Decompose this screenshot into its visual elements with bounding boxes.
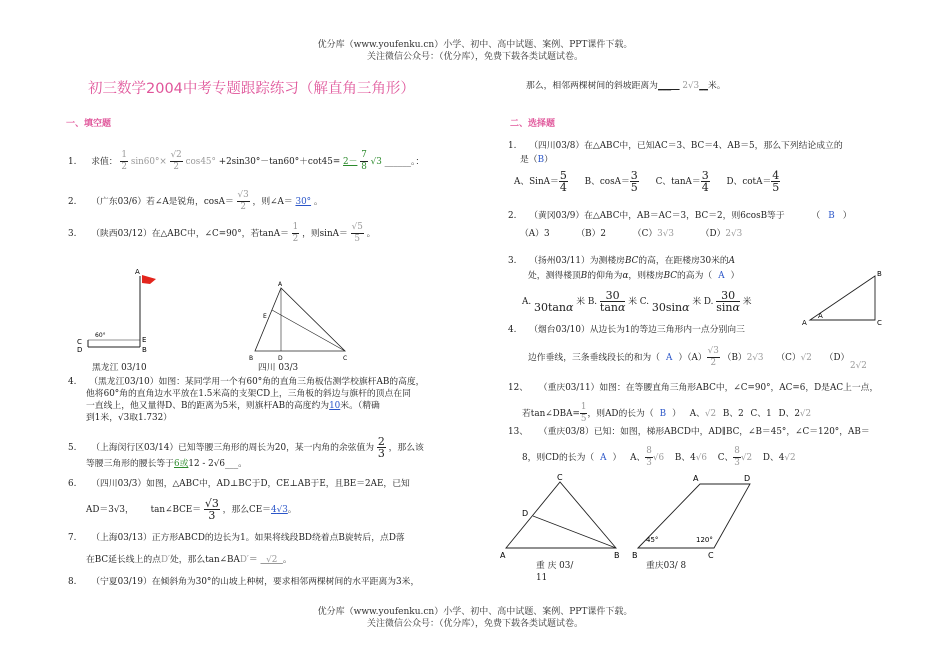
option-c-value: $\frac{8}{3}$ — [734, 446, 740, 468]
root6-symbol: √6 — [213, 459, 225, 469]
label-c: C — [77, 338, 82, 346]
mc2-text: （黄冈03/9）在△ABC中，AB＝AC＝3，BC＝2，则6cosB等于 — [529, 211, 785, 221]
figure-caption-6: 重庆03/ 8 — [646, 561, 687, 571]
q6-line1: （四川03/3）如图，△ABC中，AD⊥BC于D，CE⊥AB于E，且BE＝2AE，已知 — [91, 479, 410, 489]
q6-comma: ， — [125, 505, 134, 515]
mc12-answer: B — [659, 409, 667, 419]
q4-line4-text: 到1米， — [86, 413, 118, 423]
option-d-value: √2 — [784, 453, 796, 463]
mc4-line1: （烟台03/10）从边长为1的等边三角形内一点分别向三 — [529, 325, 745, 335]
q7-end: 。 — [282, 555, 292, 565]
label-a: A — [802, 319, 807, 327]
figure-trapezoid — [630, 470, 758, 562]
option-a: （A）3 — [520, 229, 550, 239]
q8-answer: 2√3 — [682, 81, 700, 91]
question-number: 8. — [68, 577, 77, 587]
mc-question-4 — [508, 324, 745, 336]
q8-blank: ___ — [657, 81, 680, 91]
question-7 — [68, 532, 405, 544]
question-number: 7. — [68, 533, 77, 543]
option-d: （D） — [824, 353, 850, 363]
label-d: D — [77, 346, 83, 354]
question-number: 4. — [68, 377, 77, 387]
figure-caption-5b: 11 — [536, 573, 548, 583]
q4-line4-end: 取1.732） — [129, 413, 172, 423]
point-d-prime: D′ — [160, 555, 170, 565]
root3-symbol: √3 — [113, 505, 126, 515]
option-c: C、1 — [750, 409, 772, 419]
mc2-answer: B — [828, 211, 835, 221]
option-b-value: √6 — [695, 453, 707, 463]
q2-text: （广东03/6）若∠A是锐角，cosA＝ — [91, 197, 234, 207]
mc1-options — [514, 170, 780, 193]
mc4-text: 边作垂线，三条垂线段长的和为（ — [528, 353, 660, 363]
q1-answer-part: 2－ — [343, 157, 358, 167]
fraction-3-4: $\frac{3}{4}$ — [701, 169, 709, 194]
option-b: （B） — [722, 353, 747, 363]
q1-sin60: sin60°× — [130, 157, 167, 167]
option-c: （C） — [776, 353, 801, 363]
fraction-1-5: $\frac{1}{5}$ — [580, 402, 587, 424]
fraction-root2-half: $\frac{√2}{2}$ — [170, 150, 182, 172]
q4-answer: 10 — [329, 401, 341, 411]
label-b: B — [142, 346, 147, 354]
label-d: D — [744, 474, 751, 483]
q7-line2 — [86, 554, 292, 566]
label-d: D — [278, 355, 283, 362]
mc3-text-c: 处，测得楼顶 — [528, 271, 581, 281]
label-b: B — [632, 551, 638, 560]
option-c: C、 — [717, 453, 734, 463]
q8-line1: （宁夏03/19）在倾斜角为30°的山坡上种树，要求相邻两棵树间的水平距离为3米， — [91, 577, 420, 587]
mc3-options — [522, 290, 752, 313]
mc4-option-d-value: 2√2 — [850, 361, 867, 371]
question-3 — [68, 222, 375, 245]
option-c-value: √2 — [800, 353, 812, 363]
q5-answer: 6或 — [173, 459, 189, 469]
q5-line2 — [86, 458, 247, 470]
question-number: 4. — [508, 325, 517, 335]
label-alpha: A — [818, 312, 823, 320]
option-d: D、4 — [762, 453, 785, 463]
option-unit: 米 — [742, 297, 752, 307]
label-e: E — [263, 313, 267, 320]
mc12-end: ） — [672, 409, 681, 419]
question-number: 2. — [68, 197, 77, 207]
q8-blank-2: __ — [699, 81, 708, 91]
q3-mid: ，则sinA＝ — [302, 229, 348, 239]
label-a: A — [135, 268, 140, 276]
mc3-line2 — [528, 270, 739, 282]
q1-blank: ______。： — [384, 157, 425, 167]
point-d-prime: D′ — [239, 555, 249, 565]
option-a: A. — [522, 297, 532, 307]
option-d-value: √2 — [799, 409, 812, 419]
q1-expression: +2sin30°－tan60°＋cot45= — [218, 157, 341, 167]
mc12-text-a: 若tan∠DBA= — [522, 409, 580, 419]
q4-line4 — [86, 412, 172, 424]
question-2 — [68, 190, 323, 213]
label-c: C — [557, 473, 563, 482]
option-c: （C） — [632, 229, 658, 239]
fraction-4-5: $\frac{4}{5}$ — [772, 169, 780, 194]
option-c: 米 C. — [628, 297, 650, 307]
q3-end: 。 — [366, 229, 376, 239]
option-b-value: 2√3 — [746, 353, 764, 363]
q6-line2 — [86, 498, 297, 521]
figure-isosceles-right-triangle — [496, 470, 628, 562]
mc12-line1: （重庆03/11）如图：在等腰直角三角形ABC中，∠C=90°，AC=6，D是AC上一点， — [538, 383, 879, 393]
q2-end: 。 — [313, 197, 323, 207]
q6-ce: ，那么CE＝ — [222, 505, 271, 515]
fraction-root5-over-5: $\frac{√5}{5}$ — [351, 222, 363, 244]
label-a: A — [500, 551, 506, 560]
fraction-3-5: $\frac{3}{5}$ — [630, 169, 638, 194]
mc-question-13 — [508, 426, 870, 438]
mc13-text: 8，则CD的长为（ — [522, 453, 595, 463]
q6-answer: 4 — [270, 505, 277, 515]
option-d: （D） — [700, 229, 726, 239]
label-b: B — [249, 355, 254, 362]
question-number: 3. — [68, 229, 77, 239]
mc13-end: ） — [612, 453, 622, 463]
figure-caption-5a: 重 庆 03/ — [536, 561, 574, 571]
option-b: 米 B. — [576, 297, 598, 307]
question-number: 3. — [508, 256, 517, 266]
label-b: B — [877, 270, 882, 278]
label-c: C — [343, 355, 348, 362]
page-title: 初三数学2004中考专题跟踪练习（解直角三角形） — [88, 81, 415, 97]
fraction-one-half: $\frac{1}{2}$ — [121, 150, 128, 172]
mc-question-12 — [508, 382, 878, 394]
option-a-value: $\frac{8}{3}$ — [646, 446, 652, 468]
figure-caption-2: 四川 03/3 — [258, 363, 299, 373]
label-a: A — [278, 281, 283, 288]
mc13-line1: （重庆03/8）已知：如图，梯形ABCD中，AD∥BC，∠B＝45°，∠C＝120°，AB＝ — [538, 427, 870, 437]
label-45: 45° — [646, 536, 659, 544]
q4-line3 — [86, 400, 380, 412]
q5-line2-text: 等腰三角形的腰长等于 — [86, 459, 174, 469]
question-number: 12、 — [508, 383, 528, 393]
option-a: A、 — [630, 453, 646, 463]
mc2-options — [520, 228, 742, 240]
question-4 — [68, 376, 424, 388]
mc3-text-d: 的仰角为 — [587, 271, 623, 281]
label-e: E — [142, 336, 147, 344]
question-number: 13、 — [508, 427, 528, 437]
question-1 — [68, 150, 424, 173]
q1-cos45: cos45° — [185, 157, 216, 167]
option-a-value: 30tanα — [533, 300, 574, 314]
option-c-value: 30sinα — [651, 300, 690, 314]
option-d-value: 2√3 — [725, 229, 743, 239]
fraction-one-half: $\frac{1}{2}$ — [292, 222, 299, 244]
flag-icon — [142, 275, 156, 284]
mc3-text-e: ，则楼房 — [628, 271, 664, 281]
q5-answer-2: 12 - 2 — [188, 459, 214, 469]
question-number: 6. — [68, 479, 77, 489]
header-line-1: 优分库（www.youfenku.cn）小学、初中、高中试题、案例、PPT课件下载。 — [317, 40, 633, 50]
option-a: A、 — [689, 409, 705, 419]
option-a-value: $\frac{√3}{2}$ — [707, 346, 719, 368]
q6-ad: AD＝3 — [86, 505, 114, 515]
question-number: 1. — [68, 157, 77, 167]
option-b: B、4 — [674, 453, 696, 463]
q8-continuation — [526, 80, 726, 92]
label-d: D — [522, 509, 529, 518]
mc-question-2: 2. （黄冈03/9）在△ABC中，AB＝AC＝3，BC＝2，则6cosB等于 （ B ） — [508, 211, 852, 221]
symbol-bc: BC — [624, 256, 639, 266]
q6-end: 。 — [287, 505, 297, 515]
mc1-line1: （四川03/8）在△ABC中，已知AC＝3、BC＝4、AB＝5，那么下列结论成立的 — [529, 141, 843, 151]
q1-answer-root3: √3 — [370, 157, 382, 167]
q7-line1: （上海03/13）正方形ABCD的边长为1。如果将线段BD绕着点B旋转后，点D落 — [91, 533, 405, 543]
mc-question-3 — [508, 255, 735, 267]
fraction-root3-half: $\frac{√3}{2}$ — [237, 190, 249, 212]
option-d: 米 D. — [692, 297, 714, 307]
q6-answer-root3: √3 — [276, 505, 288, 515]
figure-triangle — [245, 278, 353, 364]
mc13-answer: A — [600, 453, 607, 463]
q2-answer: 30° — [295, 197, 312, 207]
q1-lead: 求值： — [91, 157, 118, 167]
option-d: D、2 — [778, 409, 800, 419]
mc3-answer: A — [718, 271, 725, 281]
symbol-b: B — [580, 271, 588, 281]
figure-caption-1: 黑龙江 03/10 — [92, 363, 147, 373]
q7-answer-root2: √2 — [260, 555, 283, 565]
fraction-two-thirds: $\frac{2}{3}$ — [377, 435, 385, 460]
option-d: D、cotA＝ — [726, 177, 772, 187]
mc1-end: ） — [544, 155, 553, 165]
fraction-seven-eighths: $\frac{7}{8}$ — [361, 150, 367, 172]
mc3-end: ） — [730, 271, 740, 281]
mc12-text-b: ，则AD的长为（ — [587, 409, 654, 419]
question-number: 1. — [508, 141, 517, 151]
q5-line1: （上海闵行区03/14）已知等腰三角形的周长为20，某一内角的余弦值为 — [91, 443, 375, 453]
q5-end: ___。 — [224, 459, 247, 469]
symbol-a: A — [728, 256, 736, 266]
label-c: C — [877, 319, 882, 327]
q8-unit: 米。 — [707, 81, 726, 91]
figure-building-triangle — [800, 268, 892, 330]
q6-tan: tan∠BCE＝ — [150, 505, 202, 515]
altitude-ce — [272, 310, 345, 351]
option-b-value: $\frac{30}{\tan\alpha}$ — [599, 289, 626, 314]
q8-cont-text: 那么，相邻两棵树间的斜坡距离为 — [526, 81, 658, 91]
option-a: A、SinA＝ — [514, 177, 559, 187]
fraction-root3-over-3: $\frac{√3}{3}$ — [204, 497, 219, 522]
footer-line-1: 优分库（www.youfenku.cn）小学、初中、高中试题、案例、PPT课件下载。 — [317, 607, 633, 617]
header-line-2: 关注微信公众号：（优分库），免费下载各类试题试卷。 — [366, 52, 583, 62]
q7-text-b: 处，那么tan∠BA — [170, 555, 240, 565]
q7-text-c: ＝ — [248, 555, 258, 565]
q4-line3-text: 一直线上，他又量得D、B的距离为5米，则旗杆AB的高度约为 — [86, 401, 330, 411]
question-6 — [68, 478, 410, 490]
option-c: C、tanA＝ — [655, 177, 701, 187]
question-number: 2. — [508, 211, 517, 221]
symbol-alpha: α — [622, 271, 629, 281]
option-b: （B）2 — [576, 229, 606, 239]
figure-flagpole — [70, 262, 170, 360]
section-fill-in: 一、填空题 — [66, 119, 112, 129]
mc3-text-a: （扬州03/11）为测楼房 — [529, 256, 625, 266]
option-a-value: √2 — [704, 409, 717, 419]
label-120: 120° — [696, 536, 713, 544]
root3-symbol: √3 — [118, 413, 130, 423]
label-c: C — [708, 551, 714, 560]
option-b: B、2 — [722, 409, 744, 419]
question-8 — [68, 576, 419, 588]
q4-line1: （黑龙江03/10）如图：某同学用一个有60°角的直角三角板估测学校旗杆AB的高度， — [89, 377, 425, 387]
mc3-text-b: 的高，在距楼房30米的 — [638, 256, 729, 266]
footer-line-2: 关注微信公众号：（优分库），免费下载各类试题试卷。 — [366, 619, 583, 629]
q4-line3-end: 米。（精确 — [340, 401, 380, 411]
mc-question-1 — [508, 140, 843, 152]
label-a: A — [693, 474, 699, 483]
mc4-line2 — [528, 346, 849, 369]
mc1-text: 是（ — [520, 155, 538, 165]
segment-bd — [533, 516, 616, 548]
mc1-answer: B — [537, 155, 545, 165]
q3-text: （陕西03/12）在△ABC中，∠C=90°，若tanA＝ — [91, 229, 289, 239]
question-number: 5. — [68, 443, 77, 453]
q4-line2: 他将60°角的直角边水平放在1.5米高的支架CD上，三角板的斜边与旗杆的顶点在同 — [86, 389, 411, 399]
option-d-value: $\frac{30}{\sin\alpha}$ — [716, 289, 740, 314]
symbol-bc: BC — [663, 271, 677, 281]
fraction-5-4: $\frac{5}{4}$ — [559, 169, 567, 194]
option-a: ）（A） — [678, 353, 707, 363]
option-c-value: 3√3 — [657, 229, 674, 239]
label-60: 60° — [95, 332, 106, 339]
mc3-text-f: 的高为（ — [676, 271, 713, 281]
q5-line1-end: ，那么该 — [388, 443, 424, 453]
label-b: B — [614, 551, 620, 560]
q7-text-a: 在BC延长线上的点 — [86, 555, 161, 565]
section-multiple-choice: 二、选择题 — [510, 119, 556, 129]
mc1-line2 — [520, 154, 553, 166]
question-5 — [68, 436, 424, 459]
mc13-line2: 8，则CD的长为（ A ） A、 $\frac{8}{3}$ √6 B、4√6 C、 $\frac{8}{3}$ √2 D、4√2 — [522, 446, 796, 468]
mc4-answer: A — [665, 353, 673, 363]
option-b: B、cosA＝ — [584, 177, 630, 187]
triangle-abc — [255, 288, 345, 351]
mc12-line2 — [522, 402, 811, 425]
q2-mid: ，则∠A＝ — [252, 197, 293, 207]
